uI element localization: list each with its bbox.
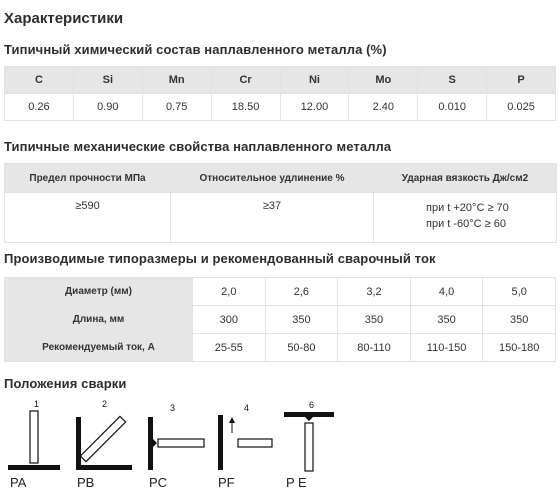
mech-header-strength: Предел прочности МПа [5, 164, 171, 193]
pc-bead-shape [153, 439, 157, 447]
pos-number-3: 3 [170, 403, 176, 413]
mech-header-impact: Ударная вязкость Дж/см2 [374, 164, 557, 193]
chem-value-c: 0.26 [5, 94, 74, 121]
sizes-cell: 350 [483, 306, 556, 334]
sizes-row-current [5, 334, 556, 362]
sizes-heading: Производимые типоразмеры и рекомендованный сварочный ток [4, 251, 436, 266]
sizes-cell: 150-180 [483, 334, 556, 362]
pos-label-pe: P E [286, 475, 307, 490]
chem-header-p: P [487, 67, 556, 94]
chem-header-si: Si [73, 67, 142, 94]
sizes-cell: 350 [265, 306, 338, 334]
mech-value-elongation: ≥37 [171, 193, 374, 243]
pb-horizontal-plate [76, 465, 132, 470]
mech-heading: Типичные механические свойства наплавленного металла [4, 139, 392, 154]
pa-electrode-shape [30, 411, 38, 463]
impact-line-60: при t -60°C ≥ 60 [426, 218, 507, 230]
pc-electrode-shape [158, 439, 204, 447]
chem-header-mn: Mn [142, 67, 211, 94]
chem-header-c: C [5, 67, 74, 94]
sizes-cell: 2,0 [193, 278, 266, 306]
sizes-cell: 3,2 [338, 278, 411, 306]
sizes-cell: 4,0 [410, 278, 483, 306]
sizes-cell: 110-150 [410, 334, 483, 362]
pe-plate-shape [284, 412, 334, 417]
positions-heading: Положения сварки [4, 376, 127, 391]
sizes-cell: 25-55 [193, 334, 266, 362]
pos-label-pf: PF [218, 475, 235, 490]
mech-table [4, 163, 557, 243]
pe-bead-shape [305, 417, 313, 421]
sizes-table [4, 277, 556, 362]
pc-plate-shape [148, 417, 153, 470]
chem-value-cr: 18.50 [211, 94, 280, 121]
mech-value-row [5, 193, 557, 243]
chem-value-row [5, 94, 556, 121]
impact-line-20: при t +20°C ≥ 70 [426, 202, 509, 214]
mech-header-elongation: Относительное удлинение % [171, 164, 374, 193]
pb-electrode-group [80, 416, 125, 461]
chem-value-s: 0.010 [418, 94, 487, 121]
chem-table [4, 66, 556, 121]
chem-header-row [5, 67, 556, 94]
sizes-row-length [5, 306, 556, 334]
pos-label-pa: PA [10, 475, 27, 490]
chem-value-mo: 2.40 [349, 94, 418, 121]
chem-header-mo: Mo [349, 67, 418, 94]
sizes-label: Длина, мм [5, 306, 193, 334]
welding-positions-diagram [4, 397, 334, 497]
chem-value-si: 0.90 [73, 94, 142, 121]
pos-number-1: 1 [34, 399, 40, 409]
chem-value-mn: 0.75 [142, 94, 211, 121]
pos-label-pc: PC [149, 475, 168, 490]
mech-value-strength: ≥590 [5, 193, 171, 243]
pb-vertical-plate [76, 417, 81, 470]
pe-electrode-shape [305, 423, 313, 471]
pos-label-pb: PB [77, 475, 95, 490]
chem-heading: Типичный химический состав наплавленного металла (%) [4, 42, 387, 57]
sizes-cell: 2,6 [265, 278, 338, 306]
pf-electrode-shape [238, 439, 272, 447]
pos-number-4: 4 [244, 403, 250, 413]
pos-number-6: 6 [309, 400, 315, 410]
sizes-cell: 350 [410, 306, 483, 334]
pf-plate-shape [218, 415, 223, 470]
chem-header-cr: Cr [211, 67, 280, 94]
chem-value-ni: 12.00 [280, 94, 349, 121]
sizes-label: Диаметр (мм) [5, 278, 193, 306]
welding-positions [4, 397, 334, 497]
chem-header-s: S [418, 67, 487, 94]
sizes-cell: 5,0 [483, 278, 556, 306]
sizes-cell: 350 [338, 306, 411, 334]
sizes-row-diameter [5, 278, 556, 306]
pf-arrow-head [229, 417, 235, 423]
chem-header-ni: Ni [280, 67, 349, 94]
sizes-label: Рекомендуемый ток, А [5, 334, 193, 362]
sizes-cell: 80-110 [338, 334, 411, 362]
mech-value-impact [374, 193, 557, 243]
pb-electrode-shape [80, 416, 125, 461]
mech-header-row [5, 164, 557, 193]
sizes-cell: 50-80 [265, 334, 338, 362]
sizes-cell: 300 [193, 306, 266, 334]
chem-value-p: 0.025 [487, 94, 556, 121]
pa-plate-shape [8, 465, 60, 470]
pos-number-2: 2 [102, 399, 108, 409]
page-title: Характеристики [4, 10, 124, 27]
